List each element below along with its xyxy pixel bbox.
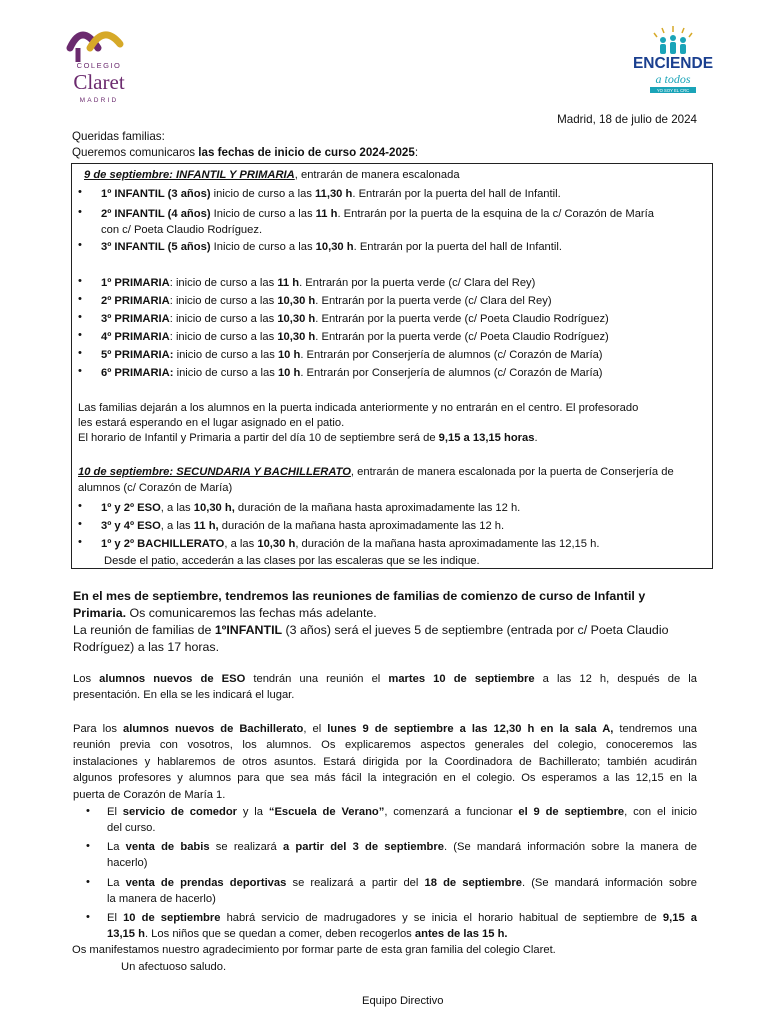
svg-text:YO SOY EL CRC: YO SOY EL CRC bbox=[656, 88, 690, 93]
bullet: • bbox=[78, 500, 82, 512]
eso-line-1: Los alumnos nuevos de ESO tendrán una reunión el martes 10 de septiembre a las 12 h, después de la bbox=[73, 673, 697, 685]
reuniones-line-2: Primaria. Os comunicaremos las fechas más adelante. bbox=[73, 606, 377, 620]
bach-line-1: Para los alumnos nuevos de Bachillerato, el lunes 9 de septiembre a las 12,30 h en la sala A, tendremos una bbox=[73, 723, 697, 735]
bullet: • bbox=[86, 911, 90, 923]
bullet: • bbox=[78, 293, 82, 305]
list-item-babis: La venta de babis se realizará a partir del 3 de septiembre. (Se mandará información sobre la manera de hacerlo) bbox=[107, 841, 698, 870]
list-item-infantil-1: 1º INFANTIL (3 años) inicio de curso a las 11,30 h. Entrarán por la puerta del hall de Infantil. bbox=[101, 188, 561, 200]
horario-note: El horario de Infantil y Primaria a partir del día 10 de septiembre será de 9,15 a 13,15 horas. bbox=[78, 432, 538, 444]
bullet: • bbox=[86, 805, 90, 817]
bullet: • bbox=[78, 206, 82, 218]
list-item-infantil-3: 3º INFANTIL (5 años) Inicio de curso a las 10,30 h. Entrarán por la puerta del hall de Infantil. bbox=[101, 241, 562, 253]
eso-line-2: presentación. En ella se les indicará el lugar. bbox=[73, 689, 295, 702]
list-item-primaria-5: 5º PRIMARIA: inicio de curso a las 10 h. Entrarán por Conserjería de alumnos (c/ Corazón de María) bbox=[101, 349, 603, 361]
list-item-infantil-2-cont: con c/ Poeta Claudio Rodríguez. bbox=[101, 224, 263, 236]
list-item-infantil-2: 2º INFANTIL (4 años) Inicio de curso a las 11 h. Entrarán por la puerta de la esquina de la c/ Corazón de María bbox=[101, 208, 654, 220]
svg-text:Claret: Claret bbox=[73, 70, 125, 94]
list-item-primaria-6: 6º PRIMARIA: inicio de curso a las 10 h. Entrarán por Conserjería de alumnos (c/ Corazón de María) bbox=[101, 367, 603, 379]
bullet: • bbox=[86, 840, 90, 852]
bach-line-3: instalaciones y hablaremos de otros asuntos. Estará dirigida por la Coordinadora de Bachillerato; también acudirán bbox=[73, 755, 697, 768]
list-item-prendas: La venta de prendas deportivas se realizará a partir del 18 de septiembre. (Se mandará información sobre la manera de hacerlo) bbox=[107, 877, 697, 906]
bullet: • bbox=[78, 518, 82, 530]
list-item-primaria-2: 2º PRIMARIA: inicio de curso a las 10,30 h. Entrarán por la puerta verde (c/ Clara del Rey) bbox=[101, 295, 552, 307]
families-note-line-1: Las familias dejarán a los alumnos en la puerta indicada anteriormente y no entrarán en el centro. El profesorado bbox=[78, 402, 639, 414]
families-note-line-2: les estará esperando en el lugar asignado en el patio. bbox=[78, 417, 345, 429]
list-item-primaria-4: 4º PRIMARIA: inicio de curso a las 10,30 h. Entrarán por la puerta verde (c/ Poeta Claudio Rodríguez) bbox=[101, 331, 609, 343]
bach-line-2: reunión previa con vosotros, los alumnos. Os explicaremos aspectos generales del colegio, conoceremos las bbox=[73, 739, 697, 752]
greeting: Queridas familias: bbox=[72, 130, 165, 143]
reuniones-paragraph bbox=[73, 588, 713, 656]
bach-line-4: algunos profesores y alumnos para que sea más fácil la integración en el colegio. Os esperamos a las 12,15 en la bbox=[73, 772, 697, 785]
closing-saludo: Un afectuoso saludo. bbox=[121, 961, 227, 973]
list-item-comedor: El servicio de comedor y la “Escuela de Verano”, comenzará a funcionar el 9 de septiembre, con el inicio del curso. bbox=[107, 806, 698, 835]
bachillerato-paragraph bbox=[73, 721, 697, 803]
bullet: • bbox=[78, 186, 82, 198]
list-item-eso-1-2: 1º y 2º ESO, a las 10,30 h, duración de la mañana hasta aproximadamente las 12 h. bbox=[101, 502, 521, 514]
list-item-bachillerato: 1º y 2º BACHILLERATO, a las 10,30 h, duración de la mañana hasta aproximadamente las 12,15 h. bbox=[101, 538, 600, 550]
section-secundaria-heading-cont: alumnos (c/ Corazón de María) bbox=[78, 482, 233, 494]
enciende-a-todos-logo bbox=[632, 24, 714, 98]
salutation bbox=[72, 129, 418, 161]
signature: Equipo Directivo bbox=[362, 995, 444, 1007]
bullet: • bbox=[78, 311, 82, 323]
bullet: • bbox=[86, 876, 90, 888]
colegio-claret-logo bbox=[56, 18, 142, 110]
list-item-primaria-3: 3º PRIMARIA: inicio de curso a las 10,30 h. Entrarán por la puerta verde (c/ Poeta Claudio Rodríguez) bbox=[101, 313, 609, 325]
reuniones-line-1: En el mes de septiembre, tendremos las reuniones de familias de comienzo de curso de Infantil y bbox=[73, 589, 646, 603]
reuniones-line-4: Rodríguez) a las 17 horas. bbox=[73, 640, 220, 654]
bullet: • bbox=[78, 329, 82, 341]
schedule-box bbox=[71, 163, 713, 569]
list-item-eso-3-4: 3º y 4º ESO, a las 11 h, duración de la mañana hasta aproximadamente las 12 h. bbox=[101, 520, 505, 532]
list-item-primaria-1: 1º PRIMARIA: inicio de curso a las 11 h. Entrarán por la puerta verde (c/ Clara del Rey) bbox=[101, 277, 536, 289]
patio-note: Desde el patio, accederán a las clases por las escaleras que se les indique. bbox=[104, 555, 480, 567]
bach-line-5: puerta de Corazón de María 1. bbox=[73, 788, 226, 801]
closing-thanks: Os manifestamos nuestro agradecimiento por formar parte de esta gran familia del colegio Claret. bbox=[72, 944, 556, 956]
section-infantil-primaria-heading: 9 de septiembre: INFANTIL Y PRIMARIA, entrarán de manera escalonada bbox=[84, 169, 460, 181]
bullet: • bbox=[78, 347, 82, 359]
svg-text:ENCIENDE: ENCIENDE bbox=[632, 55, 714, 72]
eso-paragraph bbox=[73, 671, 697, 704]
list-item-madrugadores: El 10 de septiembre habrá servicio de madrugadores y se inicia el horario habitual de septiembre de 9,15 a 13,15 h. Los niños que se quedan a comer, deben recogerlos antes de las 15 h. bbox=[107, 912, 697, 941]
letter-date: Madrid, 18 de julio de 2024 bbox=[557, 113, 697, 126]
intro-line: Queremos comunicaros las fechas de inicio de curso 2024-2025: bbox=[72, 146, 419, 159]
reuniones-line-3: La reunión de familias de 1ºINFANTIL (3 años) será el jueves 5 de septiembre (entrada por c/ Poeta Claudio bbox=[73, 623, 669, 637]
bullet: • bbox=[78, 239, 82, 251]
svg-text:a todos: a todos bbox=[655, 72, 691, 86]
section-secundaria-heading: 10 de septiembre: SECUNDARIA Y BACHILLERATO, entrarán de manera escalonada por la puerta de Conserjería de bbox=[78, 466, 674, 478]
bullet: • bbox=[78, 365, 82, 377]
svg-text:MADRID: MADRID bbox=[79, 97, 119, 104]
svg-text:COLEGIO: COLEGIO bbox=[76, 61, 122, 70]
bullet: • bbox=[78, 536, 82, 548]
bullet: • bbox=[78, 275, 82, 287]
